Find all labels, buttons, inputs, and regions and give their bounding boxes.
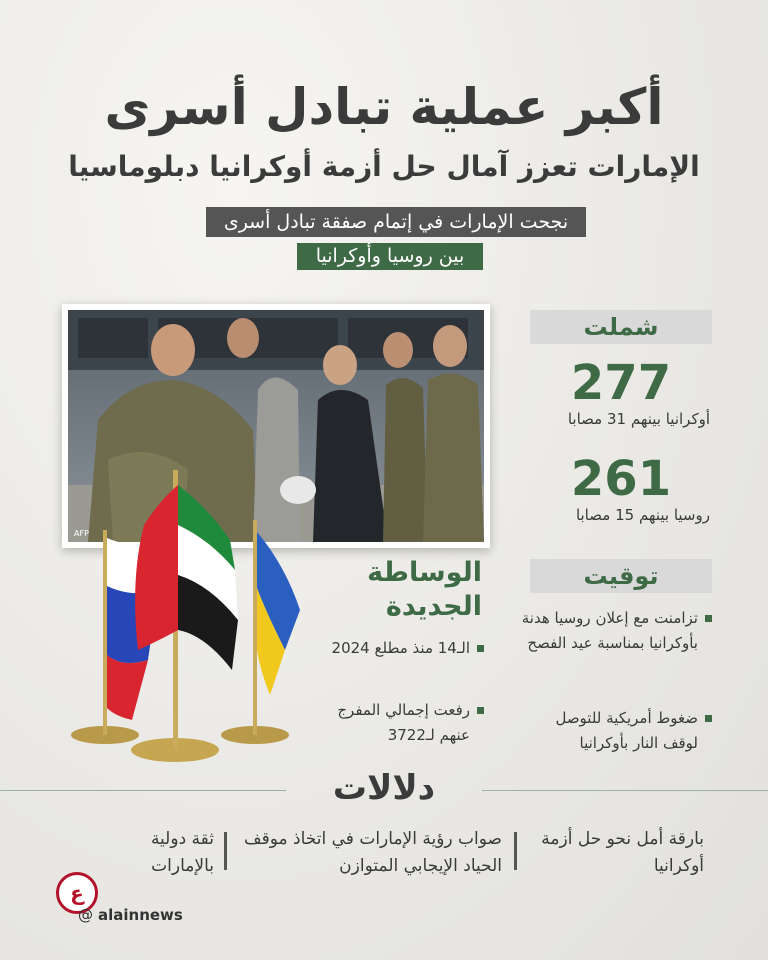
timing-bullet-text: ضغوط أمريكية للتوصل لوقف النار بأوكرانيا bbox=[555, 709, 698, 752]
column-separator bbox=[514, 832, 517, 870]
bullet-square-icon bbox=[477, 707, 484, 714]
mediation-bullet-text: الـ14 منذ مطلع 2024 bbox=[331, 639, 470, 657]
bullet-square-icon bbox=[477, 645, 484, 652]
mediation-bullet bbox=[322, 698, 484, 748]
column-separator bbox=[224, 832, 227, 870]
ukraine-caption: أوكرانيا بينهم 31 مصابا bbox=[567, 410, 710, 428]
bullet-square-icon bbox=[705, 615, 712, 622]
photo-credit: AFP bbox=[74, 529, 89, 538]
russia-count: 261 bbox=[570, 451, 672, 507]
timing-bullet bbox=[520, 706, 712, 756]
implications-title: دلالات bbox=[332, 768, 436, 808]
flags-illustration bbox=[60, 470, 330, 770]
implication-item: صواب رؤية الإمارات في اتخاذ موقف الحياد الإيجابي المتوازن bbox=[244, 829, 502, 876]
timing-label: توقيت bbox=[530, 559, 712, 593]
mediation-bullet bbox=[322, 636, 484, 661]
page-title: أكبر عملية تبادل أسرى bbox=[104, 78, 664, 136]
mediation-title-line2: الجديدة bbox=[385, 591, 482, 622]
implication-item: ثقة دولية بالإمارات bbox=[150, 829, 214, 876]
social-handle: alainnews bbox=[98, 906, 183, 924]
timing-bullet-text: تزامنت مع إعلان روسيا هدنة بأوكرانيا بمناسبة عيد الفصح bbox=[521, 609, 698, 652]
mediation-bullet-text: رفعت إجمالي المفرج عنهم لـ3722 bbox=[337, 701, 470, 744]
bullet-square-icon bbox=[705, 715, 712, 722]
included-label: شملت bbox=[530, 310, 712, 344]
mediation-title-line1: الوساطة bbox=[367, 557, 482, 588]
headline-banner-line2: بين روسيا وأوكرانيا bbox=[297, 243, 483, 270]
implication-item: بارقة أمل نحو حل أزمة أوكرانيا bbox=[541, 829, 704, 876]
at-icon: @ bbox=[78, 906, 93, 924]
page-subtitle: الإمارات تعزز آمال حل أزمة أوكرانيا دبلوماسيا bbox=[68, 150, 700, 183]
headline-banner-line1: نجحت الإمارات في إتمام صفقة تبادل أسرى bbox=[206, 207, 586, 237]
ukraine-flag-icon bbox=[257, 532, 300, 695]
timing-bullet bbox=[520, 606, 712, 656]
ukraine-count: 277 bbox=[570, 355, 672, 411]
logo-glyph: ع bbox=[70, 881, 84, 905]
russia-caption: روسيا بينهم 15 مصابا bbox=[575, 506, 710, 524]
uae-flag-icon bbox=[135, 485, 238, 670]
